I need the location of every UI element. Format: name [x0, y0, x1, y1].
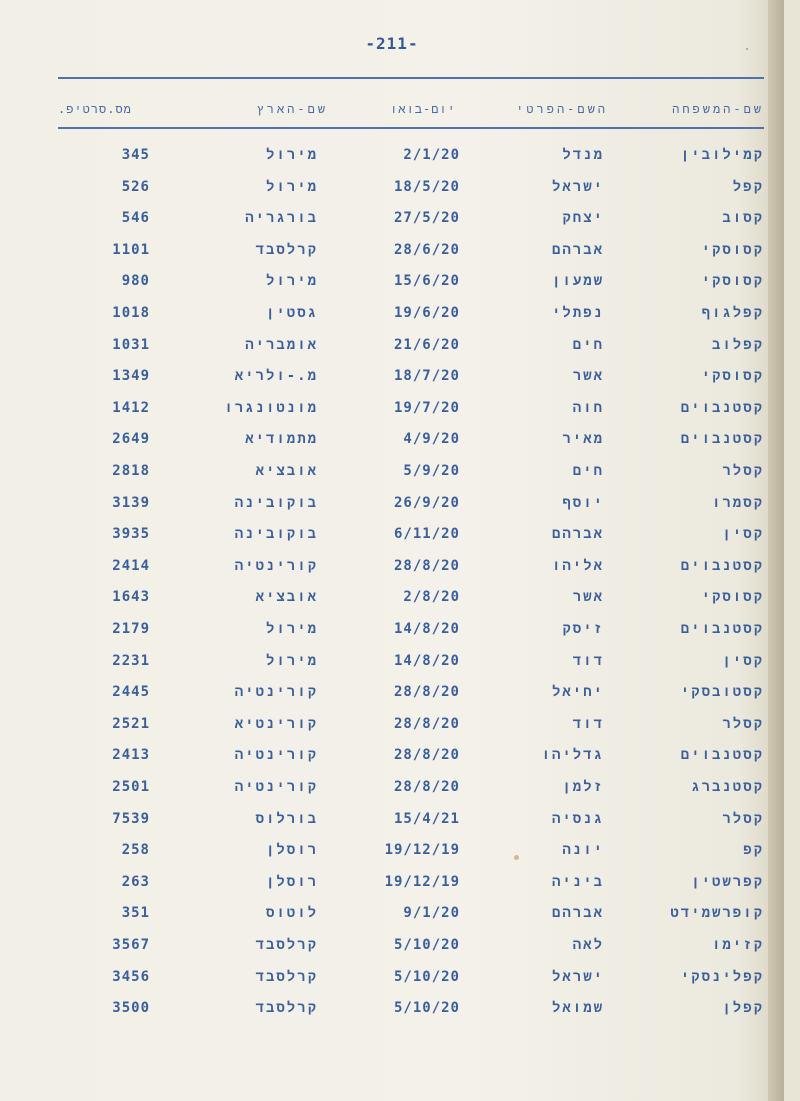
paper-stain [514, 855, 519, 860]
row-certificate-number: 1349 [112, 368, 150, 385]
table-row [58, 456, 764, 486]
row-certificate-number: 2413 [112, 747, 150, 764]
row-certificate-number: 263 [121, 873, 150, 890]
row-country: קרלסבד [255, 968, 318, 985]
row-first-name: חים [572, 336, 604, 353]
table-row [58, 235, 764, 265]
row-first-name: ישראל [551, 178, 604, 195]
row-country: מתמודיא [245, 431, 318, 448]
row-first-name: יחיאל [551, 684, 604, 701]
row-family-name: קסין [722, 526, 764, 543]
row-country: רוסלן [265, 842, 318, 859]
row-certificate-number: 2521 [112, 715, 150, 732]
row-first-name: אליהו [551, 557, 604, 574]
row-family-name: קפלינסקי [680, 968, 764, 985]
row-certificate-number: 2649 [112, 431, 150, 448]
row-certificate-number: 2414 [112, 557, 150, 574]
row-country: בורלוס [255, 810, 318, 827]
row-first-name: מנדל [562, 147, 604, 163]
row-first-name: מאיר [562, 431, 604, 448]
row-arrival-date: 2/1/20 [403, 147, 460, 163]
table-row [58, 361, 764, 391]
row-arrival-date: 28/6/20 [393, 241, 460, 258]
row-country: קרלסבד [255, 1000, 318, 1017]
table-row [58, 740, 764, 770]
row-first-name: אשר [572, 368, 604, 385]
row-family-name: קסטנבוים [680, 747, 764, 764]
row-arrival-date: 2/8/20 [403, 589, 460, 606]
row-first-name: אשר [572, 589, 604, 606]
row-arrival-date: 9/1/20 [403, 905, 460, 922]
row-arrival-date: 4/9/20 [403, 431, 460, 448]
table-row [58, 203, 764, 233]
table-row [58, 898, 764, 928]
row-arrival-date: 5/10/20 [393, 1000, 460, 1017]
row-family-name: קסלר [722, 810, 764, 827]
table-header [58, 94, 764, 124]
page-edge [768, 0, 784, 1101]
row-country: מירול [265, 652, 318, 669]
row-certificate-number: 2445 [112, 684, 150, 701]
row-family-name: קפרשטין [691, 873, 764, 890]
row-country: קורינטיה [234, 779, 318, 795]
row-country: קורינטיא [234, 715, 318, 732]
row-country: קורינטיה [234, 557, 318, 574]
row-family-name: קפ [743, 842, 764, 859]
header-arrival-date: יום-בואו [390, 102, 456, 116]
page-number: -211- [365, 34, 419, 53]
row-family-name: קסלר [722, 463, 764, 479]
row-certificate-number: 2501 [112, 779, 150, 795]
table-row [58, 677, 764, 707]
row-country: אובציא [255, 589, 318, 606]
row-arrival-date: 15/4/21 [393, 810, 460, 827]
row-family-name: קפל [732, 178, 764, 195]
row-family-name: קסלר [722, 715, 764, 732]
row-family-name: קסוב [722, 210, 764, 227]
row-arrival-date: 15/6/20 [393, 273, 460, 290]
row-family-name: קסטנבוים [680, 399, 764, 416]
row-country: בורגריה [245, 210, 318, 227]
row-family-name: קמילובין [680, 147, 764, 163]
row-arrival-date: 14/8/20 [393, 621, 460, 637]
table-row [58, 488, 764, 518]
row-country: מירול [265, 178, 318, 195]
row-certificate-number: 526 [121, 178, 150, 195]
row-certificate-number: 2818 [112, 463, 150, 479]
row-arrival-date: 18/7/20 [393, 368, 460, 385]
table-row [58, 835, 764, 865]
row-first-name: יצחק [562, 210, 604, 227]
row-country: אומבריה [245, 336, 318, 353]
table-row [58, 709, 764, 739]
row-arrival-date: 5/10/20 [393, 968, 460, 985]
row-certificate-number: 1031 [112, 336, 150, 353]
table-row [58, 582, 764, 612]
row-certificate-number: 3500 [112, 1000, 150, 1017]
row-certificate-number: 258 [121, 842, 150, 859]
row-country: מונטונגרו [224, 399, 318, 416]
row-arrival-date: 28/8/20 [393, 715, 460, 732]
row-country: קורינטיה [234, 684, 318, 701]
row-arrival-date: 27/5/20 [393, 210, 460, 227]
top-rule [58, 77, 764, 79]
table-row [58, 551, 764, 581]
table-row [58, 393, 764, 423]
table-row [58, 867, 764, 897]
row-certificate-number: 3456 [112, 968, 150, 985]
row-first-name: אברהם [551, 526, 604, 543]
row-first-name: שמואל [551, 1000, 604, 1017]
row-certificate-number: 3567 [112, 937, 150, 953]
row-country: קרלסבד [255, 241, 318, 258]
row-arrival-date: 19/12/19 [384, 842, 460, 859]
row-certificate-number: 1101 [112, 241, 150, 258]
row-arrival-date: 14/8/20 [393, 652, 460, 669]
row-first-name: גנסיה [551, 810, 604, 827]
row-family-name: קפלוב [711, 336, 764, 353]
row-first-name: יונה [562, 842, 604, 859]
row-arrival-date: 18/5/20 [393, 178, 460, 195]
row-family-name: קסוסקי [701, 241, 764, 258]
row-country: גסטין [265, 305, 318, 321]
table-row [58, 298, 764, 328]
header-first-name: השם-הפרטי [516, 102, 608, 116]
row-arrival-date: 28/8/20 [393, 684, 460, 701]
row-certificate-number: 345 [121, 147, 150, 163]
table-row [58, 614, 764, 644]
row-family-name: קסוסקי [701, 589, 764, 606]
table-row [58, 519, 764, 549]
row-country: בוקובינה [234, 526, 318, 543]
row-certificate-number: 3935 [112, 526, 150, 543]
table-row [58, 772, 764, 802]
table-row [58, 962, 764, 992]
row-arrival-date: 6/11/20 [393, 526, 460, 543]
row-certificate-number: 546 [121, 210, 150, 227]
row-family-name: קסוסקי [701, 273, 764, 290]
row-certificate-number: 7539 [112, 810, 150, 827]
row-arrival-date: 28/8/20 [393, 557, 460, 574]
row-first-name: דוד [572, 652, 604, 669]
row-certificate-number: 3139 [112, 494, 150, 511]
row-country: רוסלן [265, 873, 318, 890]
row-country: קרלסבד [255, 937, 318, 953]
header-country: שם-הארץ [256, 102, 328, 116]
row-certificate-number: 980 [121, 273, 150, 290]
header-family-name: שם-המשפחה [672, 102, 764, 116]
row-first-name: לאה [572, 937, 604, 953]
row-first-name: שמעון [551, 273, 604, 290]
row-arrival-date: 21/6/20 [393, 336, 460, 353]
row-country: קורינטיה [234, 747, 318, 764]
table-row [58, 804, 764, 834]
row-first-name: חוה [572, 399, 604, 416]
table-row [58, 330, 764, 360]
row-first-name: ישראל [551, 968, 604, 985]
row-family-name: קזימו [711, 937, 764, 953]
row-family-name: קסטנבוים [680, 557, 764, 574]
row-country: מירול [265, 273, 318, 290]
table-row [58, 140, 764, 170]
row-country: מ.-ולריא [234, 368, 318, 385]
row-family-name: קסטנבוים [680, 431, 764, 448]
row-certificate-number: 2231 [112, 652, 150, 669]
row-certificate-number: 2179 [112, 621, 150, 637]
header-certificate-number: מס.סרטיפ. [58, 102, 132, 116]
row-first-name: דוד [572, 715, 604, 732]
table-row [58, 646, 764, 676]
row-first-name: נפתלי [551, 305, 604, 321]
row-family-name: קסטנבוים [680, 621, 764, 637]
row-certificate-number: 351 [121, 905, 150, 922]
table-row [58, 172, 764, 202]
row-country: אובציא [255, 463, 318, 479]
row-arrival-date: 5/9/20 [403, 463, 460, 479]
row-first-name: זיסק [562, 621, 604, 637]
table-row [58, 993, 764, 1023]
row-country: בוקובינה [234, 494, 318, 511]
row-arrival-date: 19/12/19 [384, 873, 460, 890]
row-arrival-date: 28/8/20 [393, 747, 460, 764]
row-first-name: אברהם [551, 905, 604, 922]
row-family-name: קפלן [722, 1000, 764, 1017]
row-family-name: קפלגוף [701, 305, 764, 321]
row-first-name: חים [572, 463, 604, 479]
row-arrival-date: 19/6/20 [393, 305, 460, 321]
row-first-name: זלמן [562, 779, 604, 795]
header-rule [58, 127, 764, 129]
row-arrival-date: 19/7/20 [393, 399, 460, 416]
row-country: מירול [265, 621, 318, 637]
row-family-name: קסטנברג [691, 779, 764, 795]
row-arrival-date: 5/10/20 [393, 937, 460, 953]
table-row [58, 266, 764, 296]
row-family-name: קסטובסקי [680, 684, 764, 701]
row-arrival-date: 28/8/20 [393, 779, 460, 795]
row-first-name: ביניה [551, 873, 604, 890]
row-country: לוטוס [265, 905, 318, 922]
row-arrival-date: 26/9/20 [393, 494, 460, 511]
row-family-name: קסוסקי [701, 368, 764, 385]
row-country: מירול [265, 147, 318, 163]
row-first-name: גדליהו [541, 747, 604, 764]
row-family-name: קסין [722, 652, 764, 669]
row-certificate-number: 1018 [112, 305, 150, 321]
row-family-name: קופרשמידט [670, 905, 764, 922]
table-row [58, 930, 764, 960]
row-first-name: אברהם [551, 241, 604, 258]
row-first-name: יוסף [562, 494, 604, 511]
table-row [58, 424, 764, 454]
row-family-name: קסמרו [711, 494, 764, 511]
row-certificate-number: 1412 [112, 399, 150, 416]
row-certificate-number: 1643 [112, 589, 150, 606]
